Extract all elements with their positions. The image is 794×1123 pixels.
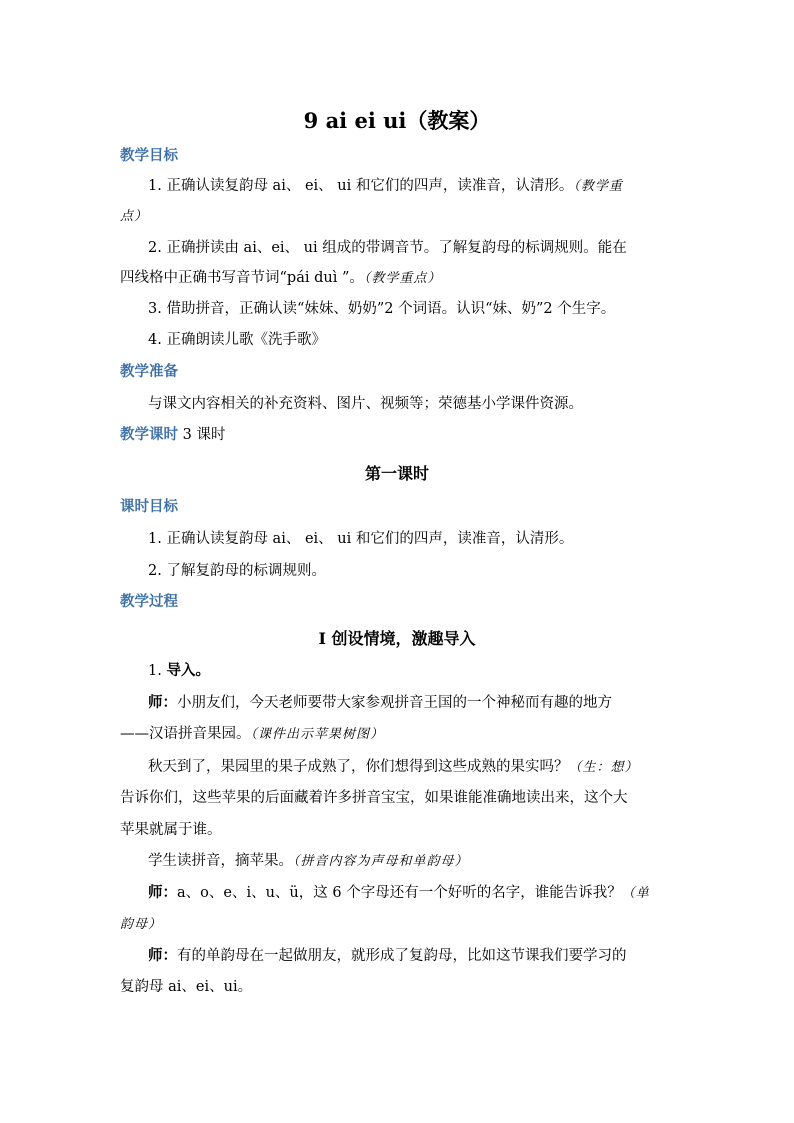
paragraph-1 xyxy=(148,693,678,713)
class-hours-heading: 教学课时 xyxy=(120,426,178,443)
paragraph-2-note: （生：想） xyxy=(568,760,639,775)
lesson-goal-2: 2. 了解复韵母的标调规则。 xyxy=(148,563,326,579)
class-hours xyxy=(120,425,225,445)
objective-item-1-text: 1. 正确认读复韵母 ai、 ei、 ui 和它们的四声，读准音，认清形。 xyxy=(148,178,574,194)
class-hours-value: 3 课时 xyxy=(178,427,226,443)
paragraph-2-line-2: 告诉你们，这些苹果的后面藏着许多拼音宝宝，如果谁能准确地读出来，这个大 xyxy=(120,790,628,806)
paragraph-4 xyxy=(148,883,678,904)
paragraph-3-note: （拼音内容为声母和单韵母） xyxy=(293,854,469,869)
paragraph-1-line-2: ——汉语拼音果园。 xyxy=(120,726,251,742)
paragraph-2 xyxy=(148,757,678,778)
lesson-goal-heading: 课时目标 xyxy=(120,498,178,515)
lesson-1-title: 第一课时 xyxy=(364,464,429,483)
objective-item-1-note-end: 点） xyxy=(120,209,149,224)
paragraph-3-text: 学生读拼音，摘苹果。 xyxy=(148,853,293,869)
paragraph-3 xyxy=(148,851,678,872)
objective-item-3: 3. 借助拼音，正确认读“妹妹、奶奶”2 个词语。认识“妹、奶”2 个生字。 xyxy=(148,301,616,317)
paragraph-1-continued xyxy=(120,724,680,745)
paragraph-5-line-2: 复韵母 ai、ei、ui。 xyxy=(120,979,253,995)
objective-item-2: 2. 正确拼读由 ai、ei、 ui 组成的带调音节。了解复韵母的标调规则。能在 xyxy=(148,240,627,256)
objective-item-4: 4. 正确朗读儿歌《洗手歌》 xyxy=(148,332,326,348)
teacher-speaker: 师： xyxy=(148,694,177,711)
objective-item-2-text: 四线格中正确书写音节词“pái duì ”。 xyxy=(120,270,364,286)
process-heading: 教学过程 xyxy=(120,593,178,610)
paragraph-4-line-1: a、o、e、i、u、ü，这 6 个字母还有一个好听的名字，谁能告诉我？ xyxy=(177,885,622,901)
objective-item-1 xyxy=(148,176,678,197)
paragraph-5-line-1: 有的单韵母在一起做朋友，就形成了复韵母，比如这节课我们要学习的 xyxy=(177,948,627,964)
lesson-goal-1: 1. 正确认读复韵母 ai、 ei、 ui 和它们的四声，读准音，认清形。 xyxy=(148,531,574,547)
paragraph-4-note-end: 韵母） xyxy=(120,917,163,932)
step-1 xyxy=(148,661,678,681)
paragraph-4-continued xyxy=(120,914,680,935)
step-1-label: 导入。 xyxy=(166,662,210,679)
teacher-speaker: 师： xyxy=(148,884,177,901)
paragraph-5 xyxy=(148,946,678,966)
paragraph-1-line-1: 小朋友们，今天老师要带大家参观拼音王国的一个神秘而有趣的地方 xyxy=(177,695,612,711)
paragraph-2-line-3: 苹果就属于谁。 xyxy=(120,822,222,838)
step-1-number: 1. xyxy=(148,663,167,679)
teacher-speaker: 师： xyxy=(148,947,177,964)
paragraph-4-note: （单 xyxy=(621,886,650,901)
objective-item-2-note: （教学重点） xyxy=(363,271,442,286)
preparation-text: 与课文内容相关的补充资料、图片、视频等；荣德基小学课件资源。 xyxy=(148,396,583,412)
section-title: Ⅰ 创设情境，激趣导入 xyxy=(318,629,476,648)
paragraph-2-line-1: 秋天到了，果园里的果子成熟了，你们想得到这些成熟的果实吗？ xyxy=(148,759,569,775)
objectives-heading: 教学目标 xyxy=(120,147,178,164)
preparation-heading: 教学准备 xyxy=(120,363,178,380)
paragraph-1-note: （课件出示苹果树图） xyxy=(250,727,385,742)
document-title: 9 ai ei ui（教案） xyxy=(303,108,491,133)
objective-item-1-note: （教学重 xyxy=(573,179,623,194)
objective-item-1-continued xyxy=(120,206,680,227)
objective-item-2-continued xyxy=(120,268,680,289)
